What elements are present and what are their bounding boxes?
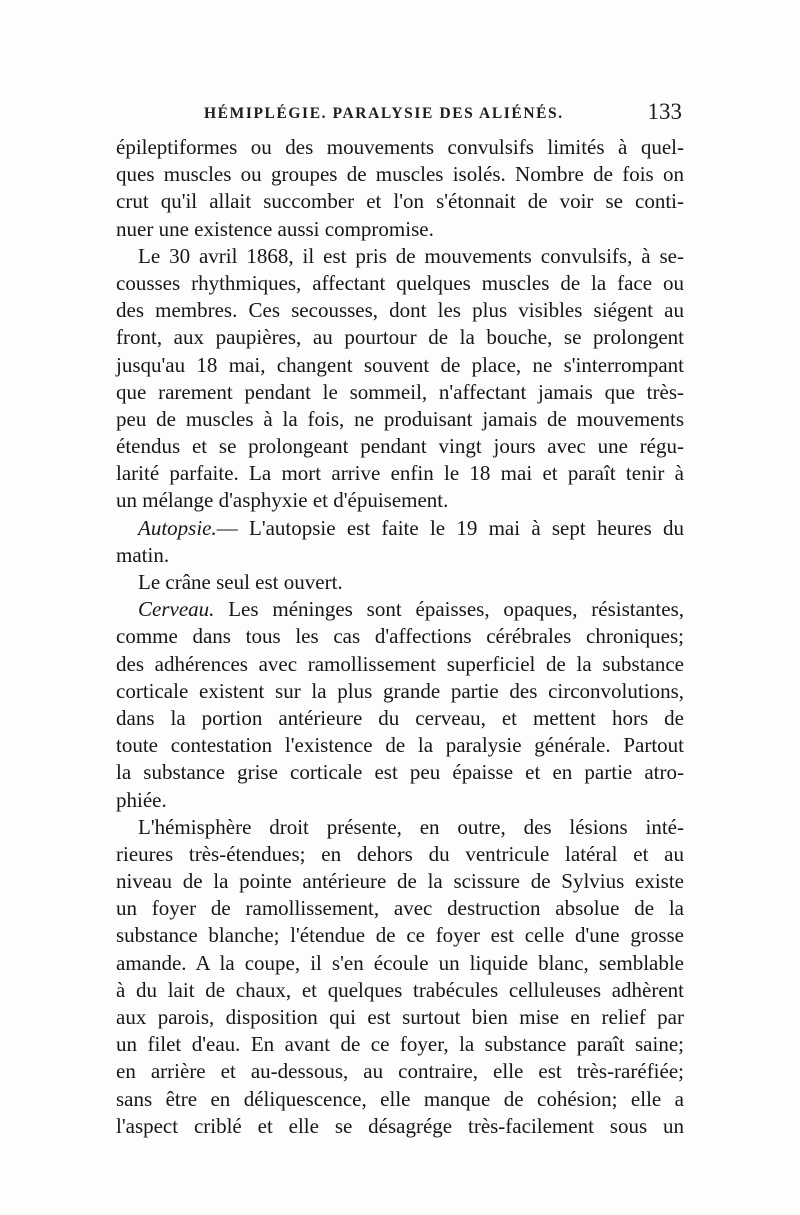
page-number: 133 — [647, 99, 682, 124]
text-line: L'hémisphère droit présente, en outre, des lésions inté- — [138, 814, 684, 839]
text-line: rieures très-étendues; en dehors du ventricule latéral et au — [116, 841, 684, 866]
text-line: nuer une existence aussi compromise. — [116, 216, 434, 241]
text-line: étendus et se prolongeant pendant vingt jours avec une régu- — [116, 434, 684, 459]
text-line: niveau de la pointe antérieure de la scissure de Sylvius existe — [116, 869, 684, 894]
text-line: crut qu'il allait succomber et l'on s'étonnait de voir se conti- — [116, 189, 684, 214]
paragraph-2 — [116, 243, 684, 515]
text-line: des adhérences avec ramollissement superficiel de la substance — [116, 651, 684, 676]
paragraph-crane — [116, 569, 684, 596]
body-text — [116, 134, 684, 1140]
text-line: corticale existent sur la plus grande partie des circonvolutions, — [116, 678, 684, 703]
text-line: à du lait de chaux, et quelques trabécules celluleuses adhèrent — [116, 977, 684, 1002]
text-line: un filet d'eau. En avant de ce foyer, la substance paraît saine; — [116, 1032, 684, 1057]
text-line: aux parois, disposition qui est surtout bien mise en relief par — [116, 1005, 684, 1029]
running-title: HÉMIPLÉGIE. PARALYSIE DES ALIÉNÉS. — [204, 105, 564, 122]
text-line: un foyer de ramollissement, avec destruction absolue de la — [116, 896, 684, 921]
section-lead-cerveau: Cerveau. — [138, 597, 215, 622]
text-line: phiée. — [116, 787, 167, 812]
text-line — [116, 515, 684, 542]
text-line: substance blanche; l'étendue de ce foyer est celle d'une grosse — [116, 923, 684, 948]
text-line — [116, 596, 684, 623]
paragraph-cerveau — [116, 596, 684, 814]
text-line: toute contestation l'existence de la paralysie générale. Partout — [116, 733, 684, 758]
paragraph-autopsie — [116, 515, 684, 569]
text-line: la substance grise corticale est peu épaisse et en partie atro- — [116, 760, 684, 785]
text-line: Le 30 avril 1868, il est pris de mouvements convulsifs, à se- — [138, 243, 684, 268]
text-line: sans être en déliquescence, elle manque de cohésion; elle a — [116, 1086, 684, 1111]
text-line: amande. A la coupe, il s'en écoule un liquide blanc, semblable — [116, 950, 684, 975]
text-line: Le crâne seul est ouvert. — [138, 570, 343, 594]
text-line: comme dans tous les cas d'affections cérébrales chroniques; — [116, 624, 684, 649]
text-line: larité parfaite. La mort arrive enfin le 18 mai et paraît tenir à — [116, 461, 684, 486]
text-line: des membres. Ces secousses, dont les plus visibles siégent au — [116, 298, 684, 323]
text-line: matin. — [116, 542, 170, 567]
text-line: ques muscles ou groupes de muscles isolés. Nombre de fois on — [116, 162, 684, 187]
text-line: dans la portion antérieure du cerveau, et mettent hors de — [116, 705, 684, 730]
section-lead-autopsie: Autopsie. — [138, 515, 217, 540]
text-line: épileptiformes ou des mouvements convulsifs limités à quel- — [116, 135, 684, 159]
text-line-rest: Les méninges sont épaisses, opaques, résistantes, — [228, 597, 685, 622]
text-line: peu de muscles à la fois, ne produisant jamais de mouvements — [116, 406, 684, 431]
text-line-rest: — L'autopsie est faite le 19 mai à sept heures du — [216, 515, 684, 540]
text-line: jusqu'au 18 mai, changent souvent de place, ne s'interrompant — [116, 352, 684, 377]
text-line: front, aux paupières, au pourtour de la bouche, se prolongent — [116, 325, 684, 350]
text-line: en arrière et au-dessous, au contraire, elle est très-raréfiée; — [116, 1059, 684, 1084]
text-line: cousses rhythmiques, affectant quelques muscles de la face ou — [116, 270, 684, 295]
text-line: que rarement pendant le sommeil, n'affectant jamais que très- — [116, 379, 684, 404]
text-line: l'aspect criblé et elle se désagrége très-facilement sous un — [116, 1113, 684, 1138]
running-header — [116, 101, 686, 131]
text-line: un mélange d'asphyxie et d'épuisement. — [116, 488, 449, 513]
paragraph-hemisphere — [116, 814, 684, 1140]
paragraph-1 — [116, 134, 684, 243]
